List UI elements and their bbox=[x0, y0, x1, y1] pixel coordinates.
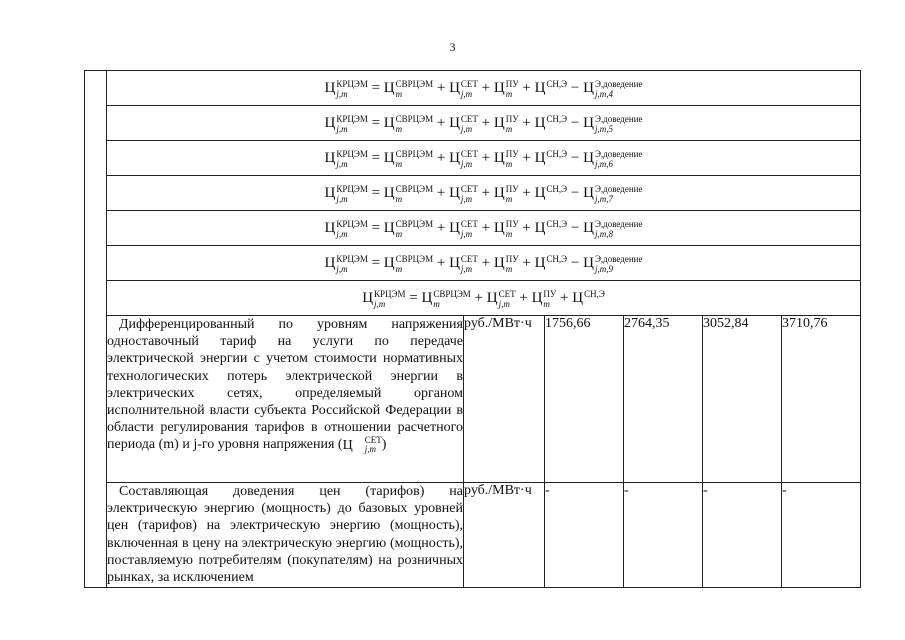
formula-term: Ц СЕТ j,m bbox=[449, 253, 478, 274]
tariff-value-3: 3052,84 bbox=[703, 316, 782, 483]
tariff-description: Дифференцированный по уровням напряжения одноставочный тариф на услуги по передаче электрической энергии с учетом стоимости нормативных технологических потерь электрической энергии в электрических сетях, определяемый органом исполнительной власти субъекта Российской Федерации в области регулирования тарифов в отношении расчетного периода (m) и j-го уровня напряжения (Ц СЕТ j,m ) bbox=[107, 316, 464, 483]
tariff-value-1: 1756,66 bbox=[545, 316, 624, 483]
formula-term: Ц СВРЦЭМ m bbox=[421, 288, 471, 309]
formula-term: Ц КРЦЭМ j,m bbox=[324, 78, 368, 99]
left-margin-cell bbox=[85, 211, 107, 246]
formula-term: Ц СВРЦЭМ m bbox=[383, 253, 434, 274]
formula-row bbox=[85, 106, 861, 141]
formula-term: Ц ПУ m bbox=[493, 148, 519, 169]
formula-term: Ц СН,Э bbox=[534, 78, 568, 96]
tariff-description-text: Дифференцированный по уровням напряжения одноставочный тариф на услуги по передаче электрической энергии с учетом стоимости нормативных технологических потерь электрической энергии в электрических сетях, определяемый органом исполнительной власти субъекта Российской Федерации в области регулирования тарифов в отношении расчетного периода (m) и j-го уровня напряжения ( bbox=[107, 317, 463, 453]
formula-term: Ц СН,Э bbox=[534, 218, 568, 236]
formula-term: Ц Э,доведение j,m,5 bbox=[583, 113, 643, 134]
formula-term: Ц СЕТ j,m bbox=[449, 148, 478, 169]
formula-term: Ц СН,Э bbox=[534, 113, 568, 131]
formula-term: Ц СЕТ j,m bbox=[449, 183, 478, 204]
left-margin-cell bbox=[85, 176, 107, 211]
formula-row bbox=[85, 211, 861, 246]
formula-term: Ц ПУ m bbox=[493, 218, 519, 239]
formula-term: Ц СВРЦЭМ m bbox=[383, 183, 434, 204]
formula-term: Ц КРЦЭМ j,m bbox=[324, 113, 368, 134]
formula-cell: Ц КРЦЭМ j,m = Ц СВРЦЭМ m + Ц СЕТ j,m + Ц ПУ m + Ц СН,Э − Ц Э,доведение j,m,7 bbox=[107, 176, 861, 211]
formula-term: Ц КРЦЭМ j,m bbox=[324, 253, 368, 274]
formula-term: Ц СЕТ j,m bbox=[486, 288, 516, 309]
component-unit: руб./МВт·ч bbox=[464, 483, 545, 588]
formula-term: Ц КРЦЭМ j,m bbox=[324, 183, 368, 204]
formula-term: Ц СВРЦЭМ m bbox=[383, 78, 434, 99]
formula-term: Ц Э,доведение j,m,4 bbox=[583, 78, 643, 99]
formula-term: Ц Э,доведение j,m,8 bbox=[583, 218, 643, 239]
formula-term: Ц ПУ m bbox=[493, 78, 519, 99]
tariff-value-4: 3710,76 bbox=[782, 316, 861, 483]
tariff-table bbox=[84, 70, 861, 588]
left-margin-cell bbox=[85, 106, 107, 141]
left-margin-cell bbox=[85, 316, 107, 483]
component-value-2: - bbox=[624, 483, 703, 588]
formula-term: Ц ПУ m bbox=[531, 288, 557, 309]
formula-row bbox=[85, 176, 861, 211]
formula-term: Ц СВРЦЭМ m bbox=[383, 113, 434, 134]
component-value-4: - bbox=[782, 483, 861, 588]
formula-term: Ц СН,Э bbox=[534, 253, 568, 271]
formula-cell: Ц КРЦЭМ j,m = Ц СВРЦЭМ m + Ц СЕТ j,m + Ц ПУ m + Ц СН,Э − Ц Э,доведение j,m,5 bbox=[107, 106, 861, 141]
formula-row-final bbox=[85, 281, 861, 316]
tariff-symbol: Ц СЕТ j,m bbox=[342, 435, 382, 455]
left-margin-cell bbox=[85, 141, 107, 176]
formula-term: Ц СН,Э bbox=[534, 183, 568, 201]
left-margin-cell bbox=[85, 483, 107, 588]
table-row-component bbox=[85, 483, 861, 588]
formula-cell: Ц КРЦЭМ j,m = Ц СВРЦЭМ m + Ц СЕТ j,m + Ц ПУ m + Ц СН,Э − Ц Э,доведение j,m,9 bbox=[107, 246, 861, 281]
tariff-unit: руб./МВт·ч bbox=[464, 316, 545, 483]
formula-term: Ц КРЦЭМ j,m bbox=[324, 218, 368, 239]
formula-term: Ц СЕТ j,m bbox=[449, 113, 478, 134]
component-value-1: - bbox=[545, 483, 624, 588]
formula-term: Ц СН,Э bbox=[572, 288, 605, 306]
formula-row bbox=[85, 246, 861, 281]
formula-term: Ц КРЦЭМ j,m bbox=[362, 288, 406, 309]
formula-row bbox=[85, 141, 861, 176]
tariff-value-2: 2764,35 bbox=[624, 316, 703, 483]
formula-term: Ц Э,доведение j,m,6 bbox=[583, 148, 643, 169]
formula-cell: Ц КРЦЭМ j,m = Ц СВРЦЭМ m + Ц СЕТ j,m + Ц ПУ m + Ц СН,Э − Ц Э,доведение j,m,4 bbox=[107, 71, 861, 106]
left-margin-cell bbox=[85, 71, 107, 106]
left-margin-cell bbox=[85, 246, 107, 281]
table-row-tariff bbox=[85, 316, 861, 483]
page-number: 3 bbox=[449, 40, 456, 54]
formula-term: Ц СЕТ j,m bbox=[449, 218, 478, 239]
component-description: Составляющая доведения цен (тарифов) на электрическую энергию (мощность) до базовых уровней цен (тарифов) на электрическую энергию (мощность), включенная в цену на электрическую энергию (мощность), поставляемую потребителям (покупателям) на розничных рынках, за исключением bbox=[107, 483, 464, 588]
formula-term: Ц СВРЦЭМ m bbox=[383, 148, 434, 169]
formula-term: Ц ПУ m bbox=[493, 183, 519, 204]
formula-term: Ц Э,доведение j,m,9 bbox=[583, 253, 643, 274]
component-value-3: - bbox=[703, 483, 782, 588]
formula-term: Ц СЕТ j,m bbox=[449, 78, 478, 99]
formula-term: Ц КРЦЭМ j,m bbox=[324, 148, 368, 169]
left-margin-cell bbox=[85, 281, 107, 316]
formula-term: Ц Э,доведение j,m,7 bbox=[583, 183, 643, 204]
formula-term: Ц ПУ m bbox=[493, 113, 519, 134]
formula-term: Ц СН,Э bbox=[534, 148, 568, 166]
formula-cell: Ц КРЦЭМ j,m = Ц СВРЦЭМ m + Ц СЕТ j,m + Ц ПУ m + Ц СН,Э − Ц Э,доведение j,m,6 bbox=[107, 141, 861, 176]
formula-row bbox=[85, 71, 861, 106]
formula-term: Ц ПУ m bbox=[493, 253, 519, 274]
formula-cell: Ц КРЦЭМ j,m = Ц СВРЦЭМ m + Ц СЕТ j,m + Ц ПУ m + Ц СН,Э bbox=[107, 281, 861, 316]
formula-term: Ц СВРЦЭМ m bbox=[383, 218, 434, 239]
formula-cell: Ц КРЦЭМ j,m = Ц СВРЦЭМ m + Ц СЕТ j,m + Ц ПУ m + Ц СН,Э − Ц Э,доведение j,m,8 bbox=[107, 211, 861, 246]
